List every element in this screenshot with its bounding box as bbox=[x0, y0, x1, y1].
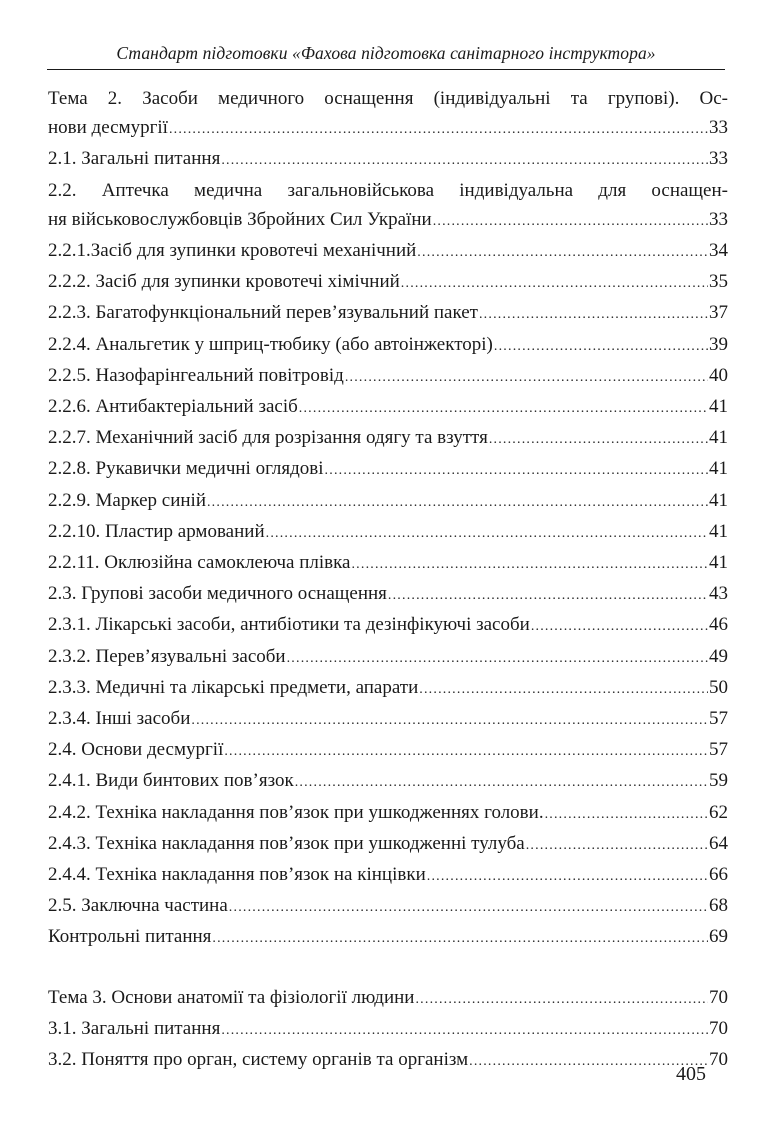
toc-entry-line bbox=[48, 610, 728, 641]
toc-entry-line bbox=[48, 1045, 728, 1076]
toc-entry-line bbox=[48, 267, 728, 298]
dot-leader bbox=[299, 394, 708, 423]
toc-entry-page: 41 bbox=[709, 396, 728, 418]
toc-entry-title: 2.2.6. Антибактеріальний засіб bbox=[48, 396, 298, 418]
dot-leader bbox=[229, 893, 708, 922]
toc-entry bbox=[48, 610, 728, 641]
toc-entry-title: 2.2.8. Рукавички медичні оглядові bbox=[48, 458, 324, 480]
toc-group-gap bbox=[48, 954, 728, 983]
toc-entry-line bbox=[48, 922, 728, 953]
dot-leader bbox=[494, 332, 708, 361]
toc-entry-title: 2.2.9. Маркер синій bbox=[48, 489, 206, 511]
toc-entry-line bbox=[48, 330, 728, 361]
toc-entry-line bbox=[48, 829, 728, 860]
toc-entry-title: 2.3.3. Медичні та лікарські предмети, апарати bbox=[48, 676, 419, 698]
toc-entry-line bbox=[48, 766, 728, 797]
toc-entry-line bbox=[48, 361, 728, 392]
dot-leader bbox=[545, 800, 708, 829]
toc-entry-line bbox=[48, 673, 728, 704]
toc-entry-title: 2.4. Основи десмургії bbox=[48, 739, 224, 761]
toc-entry bbox=[48, 236, 728, 267]
toc-entry-title: 2.1. Загальні питання bbox=[48, 148, 221, 170]
toc-entry-line bbox=[48, 983, 728, 1014]
dot-leader bbox=[191, 706, 708, 735]
dot-leader bbox=[221, 1016, 708, 1045]
toc-entry-page: 66 bbox=[709, 864, 728, 886]
dot-leader bbox=[401, 269, 708, 298]
toc-entry-title: 2.2.3. Багатофункціональний перев’язувальний пакет bbox=[48, 302, 478, 324]
toc-entry bbox=[48, 330, 728, 361]
toc-entry bbox=[48, 298, 728, 329]
toc-entry-title: 2.3.4. Інші засоби bbox=[48, 708, 191, 730]
toc-entry-title: 2.3.1. Лікарські засоби, антибіотики та дезінфікуючі засоби bbox=[48, 614, 530, 636]
toc-entry-line bbox=[48, 454, 728, 485]
toc-entry-line bbox=[48, 144, 728, 175]
toc-entry-page: 41 bbox=[709, 427, 728, 449]
toc-entry-title: 3.2. Поняття про орган, систему органів та організм bbox=[48, 1049, 469, 1071]
toc-entry-title: 2.2.4. Анальгетик у шприц-тюбику (або автоінжекторі) bbox=[48, 333, 493, 355]
toc-entry bbox=[48, 144, 728, 175]
toc-entry-page: 37 bbox=[709, 302, 728, 324]
toc-entry-title: ня військовослужбовців Збройних Сил України bbox=[48, 208, 432, 230]
toc-entry-line bbox=[48, 860, 728, 891]
page-number: 405 bbox=[676, 1063, 706, 1085]
toc-entry-title-line: 2.2. Аптечка медична загальновійськова індивідуальна для оснащен- bbox=[48, 179, 728, 201]
toc-entry bbox=[48, 766, 728, 797]
toc-entry bbox=[48, 486, 728, 517]
toc-entry bbox=[48, 735, 728, 766]
toc-entry-page: 57 bbox=[709, 739, 728, 761]
toc-entry-page: 41 bbox=[709, 458, 728, 480]
toc-entry bbox=[48, 798, 728, 829]
toc-entry-title: 2.2.1.Засіб для зупинки кровотечі механічний bbox=[48, 240, 417, 262]
toc-entry-page: 40 bbox=[709, 364, 728, 386]
toc-entry-title: Контрольні питання bbox=[48, 926, 212, 948]
toc-entry-title: 2.2.7. Механічний засіб для розрізання одягу та взуття bbox=[48, 427, 488, 449]
toc-entry bbox=[48, 267, 728, 298]
dot-leader bbox=[351, 550, 708, 579]
toc-entry-title: 2.2.5. Назофарінгеальний повітровід bbox=[48, 364, 344, 386]
toc-entry-title: 2.4.2. Техніка накладання пов’язок при ушкодженнях голови. bbox=[48, 801, 544, 823]
toc-entry bbox=[48, 517, 728, 548]
table-of-contents bbox=[48, 84, 728, 1076]
toc-entry-line bbox=[48, 548, 728, 579]
toc-entry bbox=[48, 579, 728, 610]
toc-entry-page: 70 bbox=[709, 986, 728, 1008]
dot-leader bbox=[433, 207, 708, 236]
toc-entry-line bbox=[48, 891, 728, 922]
toc-entry-page: 50 bbox=[709, 676, 728, 698]
toc-entry-line bbox=[48, 704, 728, 735]
toc-entry-title-line: Тема 2. Засоби медичного оснащення (індивідуальні та групові). Ос- bbox=[48, 88, 728, 109]
toc-entry bbox=[48, 891, 728, 922]
toc-entry-page: 57 bbox=[709, 708, 728, 730]
toc-entry-title: Тема 3. Основи анатомії та фізіології людини bbox=[48, 986, 415, 1008]
toc-entry-title: 2.3. Групові засоби медичного оснащення bbox=[48, 583, 387, 605]
dot-leader bbox=[479, 300, 708, 329]
dot-leader bbox=[415, 985, 708, 1014]
dot-leader bbox=[212, 924, 708, 953]
dot-leader bbox=[224, 737, 708, 766]
toc-entry bbox=[48, 860, 728, 891]
toc-entry bbox=[48, 983, 728, 1014]
toc-entry-page: 43 bbox=[709, 583, 728, 605]
toc-entry-page: 33 bbox=[709, 117, 728, 139]
toc-entry-line bbox=[48, 1014, 728, 1045]
toc-entry-title: 3.1. Загальні питання bbox=[48, 1018, 221, 1040]
dot-leader bbox=[526, 831, 708, 860]
toc-entry-page: 46 bbox=[709, 614, 728, 636]
toc-entry bbox=[48, 84, 728, 144]
dot-leader bbox=[325, 456, 708, 485]
toc-entry bbox=[48, 642, 728, 673]
toc-entry-title: 2.4.4. Техніка накладання пов’язок на кінцівки bbox=[48, 864, 426, 886]
toc-entry-title: 2.3.2. Перев’язувальні засоби bbox=[48, 645, 286, 667]
toc-entry bbox=[48, 392, 728, 423]
toc-entry-line bbox=[48, 798, 728, 829]
toc-entry-line bbox=[48, 642, 728, 673]
dot-leader bbox=[469, 1047, 708, 1076]
toc-entry-line bbox=[48, 113, 728, 144]
toc-entry-page: 41 bbox=[709, 520, 728, 542]
toc-entry bbox=[48, 361, 728, 392]
toc-entry-page: 62 bbox=[709, 801, 728, 823]
toc-entry-page: 59 bbox=[709, 770, 728, 792]
toc-entry-title: 2.4.1. Види бинтових пов’язок bbox=[48, 770, 294, 792]
dot-leader bbox=[427, 862, 708, 891]
toc-entry-title: 2.4.3. Техніка накладання пов’язок при ушкодженні тулуба bbox=[48, 832, 525, 854]
dot-leader bbox=[207, 488, 708, 517]
toc-entry bbox=[48, 548, 728, 579]
dot-leader bbox=[419, 675, 708, 704]
dot-leader bbox=[169, 115, 708, 144]
toc-entry-title: 2.2.10. Пластир армований bbox=[48, 520, 265, 542]
toc-entry-page: 49 bbox=[709, 645, 728, 667]
toc-entry-page: 33 bbox=[709, 148, 728, 170]
dot-leader bbox=[266, 519, 708, 548]
dot-leader bbox=[295, 768, 708, 797]
header-rule bbox=[47, 69, 725, 70]
toc-entry-line bbox=[48, 486, 728, 517]
toc-entry bbox=[48, 176, 728, 236]
dot-leader bbox=[531, 612, 708, 641]
dot-leader bbox=[345, 363, 708, 392]
toc-entry-page: 35 bbox=[709, 271, 728, 293]
toc-entry-line bbox=[48, 423, 728, 454]
running-header: Стандарт підготовки «Фахова підготовка санітарного інструктора» bbox=[116, 43, 656, 63]
toc-entry bbox=[48, 922, 728, 953]
dot-leader bbox=[417, 238, 708, 267]
toc-entry-title: 2.5. Заключна частина bbox=[48, 895, 228, 917]
toc-entry-line bbox=[48, 517, 728, 548]
toc-entry-page: 68 bbox=[709, 895, 728, 917]
toc-entry-line bbox=[48, 392, 728, 423]
toc-entry-title: нови десмургії bbox=[48, 117, 168, 139]
toc-entry bbox=[48, 829, 728, 860]
toc-entry bbox=[48, 1014, 728, 1045]
toc-entry-line bbox=[48, 735, 728, 766]
toc-entry-page: 70 bbox=[709, 1049, 728, 1071]
dot-leader bbox=[287, 644, 708, 673]
toc-entry-line bbox=[48, 298, 728, 329]
toc-entry-page: 34 bbox=[709, 240, 728, 262]
dot-leader bbox=[388, 581, 708, 610]
toc-entry-line bbox=[48, 236, 728, 267]
toc-entry-title: 2.2.2. Засіб для зупинки кровотечі хімічний bbox=[48, 271, 400, 293]
toc-entry bbox=[48, 673, 728, 704]
toc-entry bbox=[48, 704, 728, 735]
toc-entry bbox=[48, 1045, 728, 1076]
dot-leader bbox=[221, 146, 708, 175]
toc-entry-page: 70 bbox=[709, 1018, 728, 1040]
toc-entry-title: 2.2.11. Оклюзійна самоклеюча плівка bbox=[48, 552, 351, 574]
toc-entry-page: 41 bbox=[709, 552, 728, 574]
toc-entry-line bbox=[48, 579, 728, 610]
toc-entry-page: 41 bbox=[709, 489, 728, 511]
toc-entry-page: 39 bbox=[709, 333, 728, 355]
toc-entry-line bbox=[48, 205, 728, 236]
toc-entry bbox=[48, 423, 728, 454]
toc-entry-page: 69 bbox=[709, 926, 728, 948]
toc-entry bbox=[48, 454, 728, 485]
toc-entry-page: 64 bbox=[709, 832, 728, 854]
toc-entry-page: 33 bbox=[709, 208, 728, 230]
dot-leader bbox=[489, 425, 708, 454]
